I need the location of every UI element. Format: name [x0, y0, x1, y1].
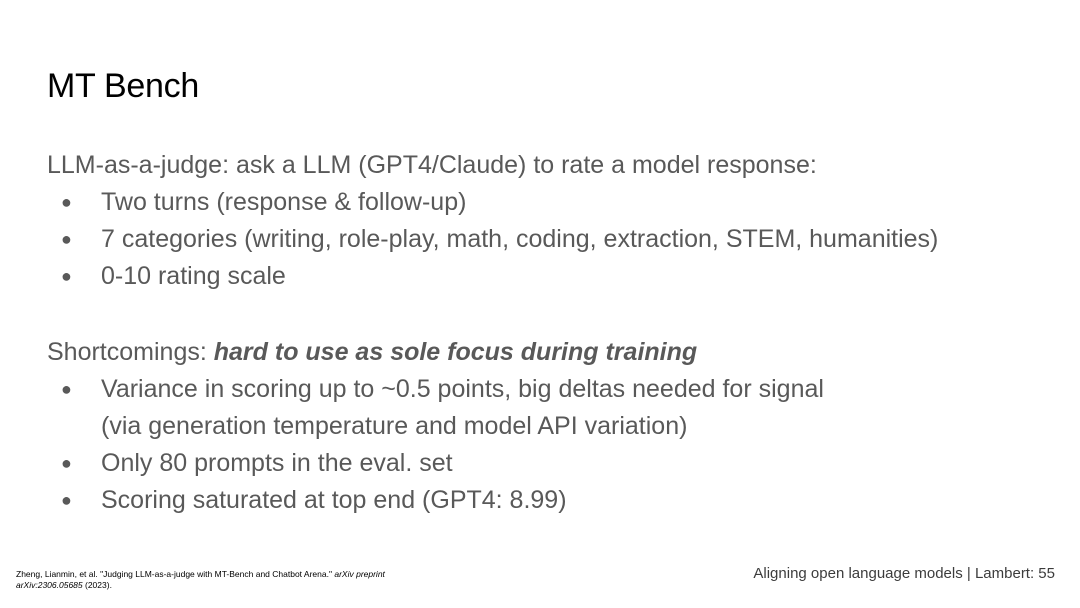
- bullet-list: [47, 184, 938, 295]
- bullet-icon: ●: [61, 379, 72, 399]
- bullet-list: [47, 371, 824, 519]
- bullet-icon: ●: [61, 266, 72, 286]
- list-item-text: Only 80 prompts in the eval. set: [101, 449, 453, 477]
- list-item: [47, 482, 824, 519]
- section-llm-as-judge: [47, 147, 938, 295]
- list-item: [47, 258, 938, 295]
- bullet-icon: ●: [61, 453, 72, 473]
- list-item-text-continuation: (via generation temperature and model API variation): [101, 412, 688, 440]
- section-lead: LLM-as-a-judge: ask a LLM (GPT4/Claude) to rate a model response:: [47, 151, 817, 179]
- lead-emphasis: hard to use as sole focus during training: [213, 338, 698, 366]
- list-item: [47, 184, 938, 221]
- bullet-icon: ●: [61, 490, 72, 510]
- list-item: [47, 221, 938, 258]
- bullet-icon: ●: [61, 192, 72, 212]
- citation: [16, 569, 436, 591]
- citation-text: Zheng, Lianmin, et al. "Judging LLM-as-a-judge with MT-Bench and Chatbot Arena.": [16, 569, 335, 579]
- list-item-text: Scoring saturated at top end (GPT4: 8.99): [101, 486, 567, 514]
- citation-year: (2023).: [82, 580, 112, 590]
- list-item-text: Two turns (response & follow-up): [101, 188, 467, 216]
- bullet-icon: ●: [61, 229, 72, 249]
- section-lead: [47, 334, 824, 371]
- lead-prefix: Shortcomings:: [47, 338, 214, 366]
- list-item-text: 7 categories (writing, role-play, math, coding, extraction, STEM, humanities): [101, 225, 939, 253]
- slide-footer: Aligning open language models | Lambert: 55: [753, 565, 1055, 582]
- list-item: [47, 445, 824, 482]
- list-item-text: 0-10 rating scale: [101, 262, 286, 290]
- list-item-text: Variance in scoring up to ~0.5 points, big deltas needed for signal: [101, 375, 824, 403]
- list-item: [47, 371, 824, 445]
- slide-title: MT Bench: [47, 67, 199, 105]
- section-shortcomings: [47, 334, 824, 519]
- citation-venue: arXiv preprint arXiv:2306.05685: [16, 569, 385, 590]
